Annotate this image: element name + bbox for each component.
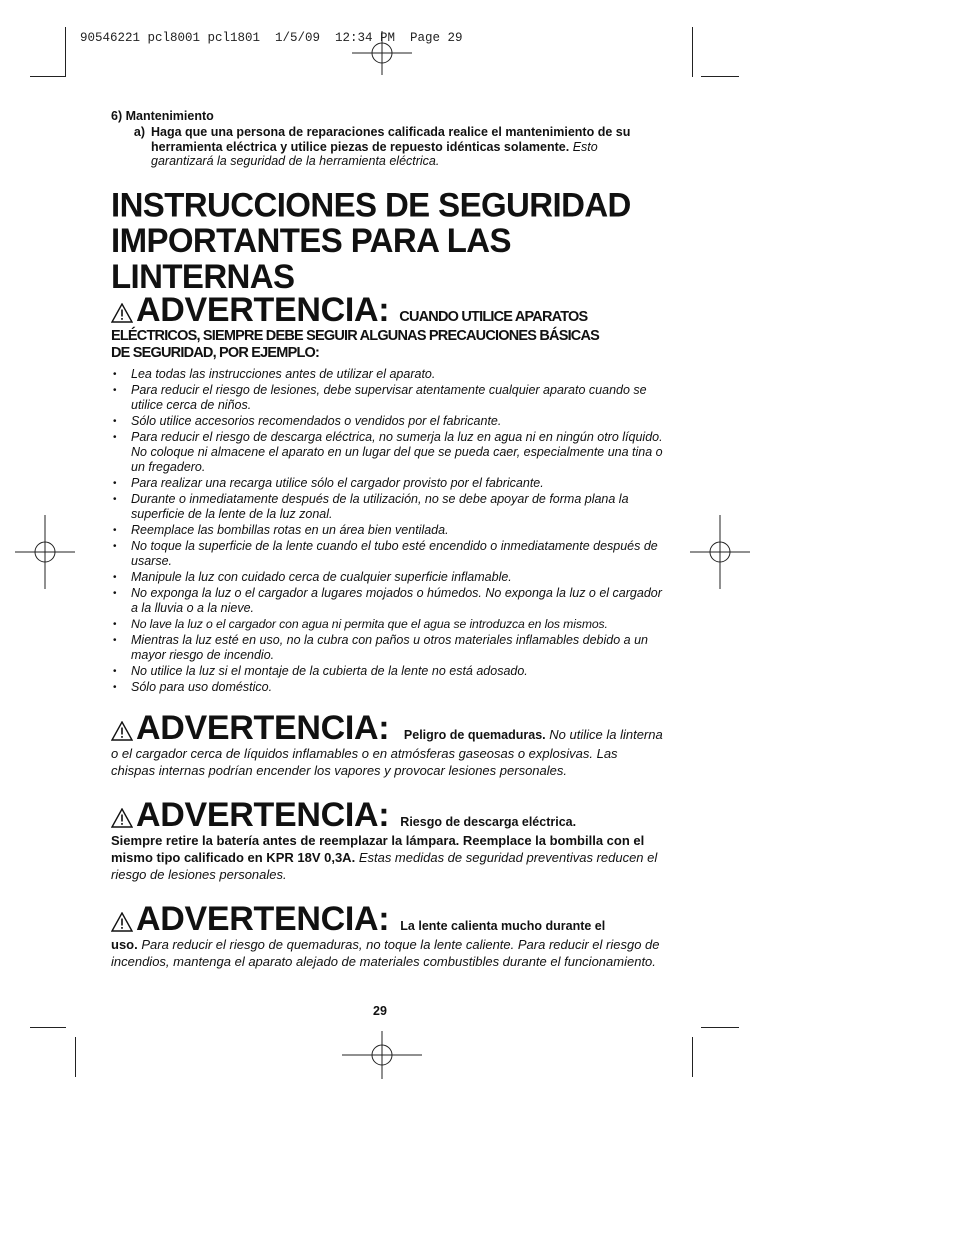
warning-word: ADVERTENCIA: [136,795,390,834]
warning-word: ADVERTENCIA: [136,290,390,329]
list-item: • Sólo para uso doméstico. [113,679,273,694]
registration-mark-bottom-icon [342,1025,422,1085]
crop-mark-bottom-right-h [701,1027,739,1028]
list-item: • Reemplace las bombillas rotas en un área bien ventilada. [113,522,449,537]
first-warning-rest-1: ELÉCTRICOS, SIEMPRE DEBE SEGUIR ALGUNAS PRECAUCIONES BÁSICAS [111,327,600,344]
hot-lens-warning [111,899,663,970]
printer-slug-line: 90546221 pcl8001 pcl1801 1/5/09 12:34 PM Page 29 [80,31,463,45]
list-item: • Durante o inmediatamente después de la utilización, no se debe apoyar de forma plana la superficie de la lente de la luz zonal. [113,491,629,521]
crop-mark-top-right-v [692,27,693,77]
item-bold-text: Haga que una persona de reparaciones calificada realice el mantenimiento de su herramienta eléctrica y utilice piezas de repuesto idénticas solamente. [151,125,631,154]
page-number: 29 [373,1004,387,1018]
main-title-line-1: INSTRUCCIONES DE SEGURIDAD [111,184,631,224]
warning-triangle-icon [111,721,133,741]
first-warning-lead: CUANDO UTILICE APARATOS [399,308,588,325]
warning-triangle-icon [111,808,133,828]
warning-word: ADVERTENCIA: [136,708,390,747]
safety-bullet-list [111,367,663,695]
list-item: • Lea todas las instrucciones antes de utilizar el aparato. [113,366,436,381]
first-warning-head [111,292,663,328]
warning-triangle-icon [111,912,133,932]
crop-mark-bottom-left-h [30,1027,66,1028]
main-title-line-2: IMPORTANTES PARA LAS [111,220,511,259]
crop-mark-bottom-left-v [75,1037,76,1077]
shock-warning-title: Riesgo de descarga eléctrica. [400,814,577,829]
list-item: • Para realizar una recarga utilice sólo el cargador provisto por el fabricante. [113,475,544,490]
burn-warning-text: No utilice la linterna o el cargador cerca de líquidos inflamables o en atmósferas gaseosas o explosivas. Las chispas internas podrían encender los vapores y provocar lesiones personales. [111,726,663,778]
main-title [111,184,663,295]
item-letter: a) [133,125,145,139]
list-item: • No toque la superficie de la lente cuando el tubo esté encendido o inmediatamente después de usarse. [113,538,658,568]
shock-warning [111,795,663,883]
hot-lens-warning-title-cont: uso. [111,936,138,952]
crop-mark-top-left-v [65,27,66,77]
list-item: • No utilice la luz si el montaje de la cubierta de la lente no está adosado. [113,663,528,678]
main-title-line-3: LINTERNAS [111,255,295,295]
list-item: • No exponga la luz o el cargador a lugares mojados o húmedos. No exponga la luz o el cargador a la lluvia o a la nieve. [113,585,662,615]
hot-lens-warning-text: Para reducir el riesgo de quemaduras, no toque la lente caliente. Para reducir el riesgo de incendios, mantenga el aparato alejado de materiales combustibles durante el funcionamiento. [111,936,660,969]
page-content [111,108,663,970]
warning-triangle-icon [111,303,133,323]
crop-mark-top-left-h [30,76,66,77]
list-item: • Para reducir el riesgo de descarga eléctrica, no sumerja la luz en agua ni en ningún otro líquido. No coloque ni almacene el aparato en un lugar del que se pueda caer, especialmente una tina o un fregadero. [113,429,663,474]
maintenance-item-a [111,125,663,169]
list-item: • No lave la luz o el cargador con agua ni permita que el agua se introduzca en los mismos. [113,616,608,631]
list-item: • Manipule la luz con cuidado cerca de cualquier superficie inflamable. [113,569,512,584]
hot-lens-warning-title: La lente calienta mucho durante el [400,918,606,933]
registration-mark-left-icon [15,515,75,589]
list-item: • Sólo utilice accesorios recomendados o vendidos por el fabricante. [113,413,502,428]
section-heading: 6) Mantenimiento [111,109,214,123]
list-item: • Mientras la luz esté en uso, no la cubra con paños u otros materiales inflamables debido a un mayor riesgo de incendio. [113,632,648,662]
shock-warning-bold-text: Siempre retire la batería antes de reemplazar la lámpara. Reemplace la bombilla con el mismo tipo calificado en KPR 18V 0,3A. [111,832,645,865]
item-italic-text: Esto garantizará la seguridad de la herramienta eléctrica. [151,139,598,168]
registration-mark-right-icon [690,515,750,589]
crop-mark-bottom-right-v [692,1037,693,1077]
burn-warning [111,708,663,779]
list-item: • Para reducir el riesgo de lesiones, debe supervisar atentamente cualquier aparato cuando se utilice cerca de niños. [113,382,647,412]
first-warning-rest-2: DE SEGURIDAD, POR EJEMPLO: [111,344,320,361]
item-text [151,125,663,169]
registration-mark-top-icon [352,23,412,83]
crop-mark-top-right-h [701,76,739,77]
shock-warning-italic-text: Estas medidas de seguridad preventivas reducen el riesgo de lesiones personales. [111,849,658,882]
warning-word: ADVERTENCIA: [136,899,390,938]
burn-warning-title: Peligro de quemaduras. [403,727,546,742]
